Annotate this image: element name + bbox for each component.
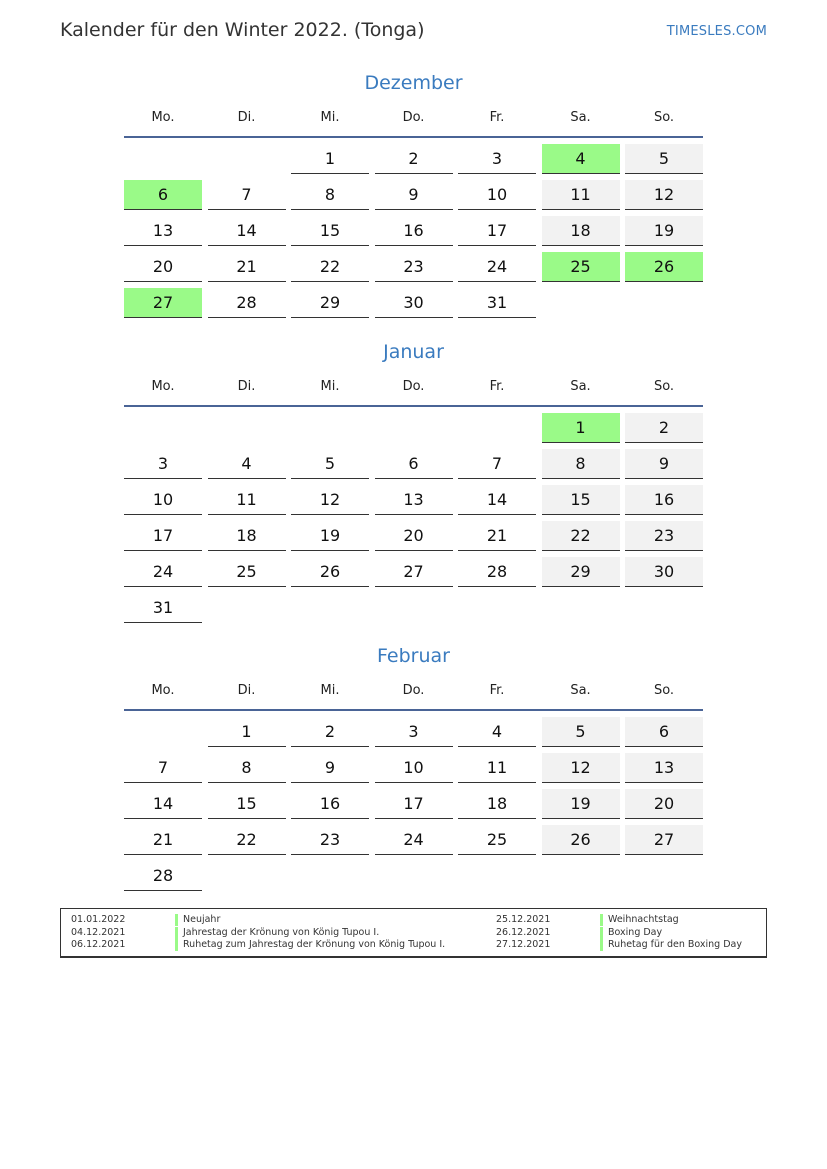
day-cell: 3 <box>375 717 453 747</box>
day-cell: 7 <box>208 180 286 210</box>
brand-link[interactable]: TIMESLES.COM <box>666 24 767 39</box>
day-cell: 26 <box>291 557 369 587</box>
day-cell: 2 <box>291 717 369 747</box>
holiday-day-cell: 1 <box>542 413 620 443</box>
day-cell: 20 <box>625 789 703 819</box>
day-cell: 12 <box>542 753 620 783</box>
day-cell: 31 <box>458 288 536 318</box>
weekday-header: So. <box>653 379 675 394</box>
weekday-header: Mo. <box>151 379 175 394</box>
day-cell: 28 <box>458 557 536 587</box>
month-dezember <box>0 70 827 370</box>
day-cell: 16 <box>375 216 453 246</box>
legend-holiday-name: Jahrestag der Krönung von König Tupou I. <box>175 927 379 939</box>
day-cell: 13 <box>625 753 703 783</box>
weekday-header: Fr. <box>489 110 505 125</box>
weekday-header: Do. <box>402 379 425 394</box>
day-cell: 3 <box>124 449 202 479</box>
day-cell: 28 <box>208 288 286 318</box>
header-divider <box>124 405 703 407</box>
holiday-day-cell: 25 <box>542 252 620 282</box>
day-cell: 14 <box>124 789 202 819</box>
day-cell: 24 <box>458 252 536 282</box>
month-title: Dezember <box>364 72 463 94</box>
holiday-day-cell: 26 <box>625 252 703 282</box>
day-cell: 7 <box>124 753 202 783</box>
page-title: Kalender für den Winter 2022. (Tonga) <box>60 19 425 41</box>
day-cell: 24 <box>375 825 453 855</box>
day-cell: 12 <box>625 180 703 210</box>
weekday-header: Mo. <box>151 110 175 125</box>
day-cell: 11 <box>458 753 536 783</box>
day-cell: 16 <box>625 485 703 515</box>
day-cell: 2 <box>375 144 453 174</box>
day-cell: 4 <box>208 449 286 479</box>
day-cell: 5 <box>291 449 369 479</box>
day-cell: 5 <box>542 717 620 747</box>
day-cell: 9 <box>375 180 453 210</box>
day-cell: 11 <box>208 485 286 515</box>
day-cell: 23 <box>291 825 369 855</box>
holiday-day-cell: 27 <box>124 288 202 318</box>
legend-date: 25.12.2021 <box>496 914 551 925</box>
day-cell: 16 <box>291 789 369 819</box>
day-cell: 21 <box>124 825 202 855</box>
legend-holiday-name: Boxing Day <box>600 927 662 939</box>
day-cell: 26 <box>542 825 620 855</box>
day-cell: 6 <box>375 449 453 479</box>
day-cell: 17 <box>124 521 202 551</box>
day-cell: 21 <box>208 252 286 282</box>
weekday-header: Di. <box>237 683 256 698</box>
day-cell: 10 <box>458 180 536 210</box>
day-cell: 7 <box>458 449 536 479</box>
weekday-header: Fr. <box>489 683 505 698</box>
day-cell: 20 <box>124 252 202 282</box>
day-cell: 9 <box>625 449 703 479</box>
day-cell: 28 <box>124 861 202 891</box>
legend-date: 26.12.2021 <box>496 926 551 938</box>
day-cell: 19 <box>625 216 703 246</box>
legend-holiday-name: Ruhetag für den Boxing Day <box>600 939 742 951</box>
month-title: Februar <box>377 645 450 667</box>
month-title: Januar <box>383 341 444 363</box>
day-cell: 29 <box>542 557 620 587</box>
weekday-header: Mi. <box>320 110 340 125</box>
day-cell: 10 <box>375 753 453 783</box>
day-cell: 10 <box>124 485 202 515</box>
day-cell: 18 <box>542 216 620 246</box>
day-cell: 15 <box>208 789 286 819</box>
header-divider <box>124 136 703 138</box>
day-cell: 19 <box>291 521 369 551</box>
day-cell: 21 <box>458 521 536 551</box>
day-cell: 23 <box>625 521 703 551</box>
day-cell: 13 <box>124 216 202 246</box>
weekday-header: Mi. <box>320 683 340 698</box>
day-cell: 11 <box>542 180 620 210</box>
day-cell: 31 <box>124 593 202 623</box>
day-cell: 8 <box>291 180 369 210</box>
day-cell: 18 <box>208 521 286 551</box>
weekday-header: Di. <box>237 110 256 125</box>
header-divider <box>124 709 703 711</box>
day-cell: 1 <box>208 717 286 747</box>
holiday-legend <box>60 908 767 958</box>
day-cell: 30 <box>625 557 703 587</box>
day-cell: 18 <box>458 789 536 819</box>
holiday-day-cell: 6 <box>124 180 202 210</box>
weekday-header: Sa. <box>570 110 591 125</box>
day-cell: 1 <box>291 144 369 174</box>
legend-date: 01.01.2022 <box>71 914 126 925</box>
day-cell: 4 <box>458 717 536 747</box>
day-cell: 14 <box>458 485 536 515</box>
day-cell: 14 <box>208 216 286 246</box>
day-cell: 23 <box>375 252 453 282</box>
day-cell: 30 <box>375 288 453 318</box>
month-februar <box>0 643 827 943</box>
day-cell: 25 <box>208 557 286 587</box>
day-cell: 22 <box>208 825 286 855</box>
day-cell: 8 <box>542 449 620 479</box>
weekday-header: Do. <box>402 110 425 125</box>
day-cell: 25 <box>458 825 536 855</box>
day-cell: 12 <box>291 485 369 515</box>
weekday-header: Sa. <box>570 379 591 394</box>
day-cell: 24 <box>124 557 202 587</box>
holiday-day-cell: 4 <box>542 144 620 174</box>
day-cell: 22 <box>291 252 369 282</box>
weekday-header: Mo. <box>151 683 175 698</box>
day-cell: 19 <box>542 789 620 819</box>
legend-holiday-name: Weihnachtstag <box>600 914 679 926</box>
month-januar <box>0 339 827 639</box>
weekday-header: Mi. <box>320 379 340 394</box>
day-cell: 22 <box>542 521 620 551</box>
day-cell: 15 <box>542 485 620 515</box>
day-cell: 15 <box>291 216 369 246</box>
legend-date: 06.12.2021 <box>71 939 126 950</box>
legend-holiday-name: Ruhetag zum Jahrestag der Krönung von König Tupou I. <box>175 939 445 951</box>
day-cell: 17 <box>458 216 536 246</box>
day-cell: 27 <box>625 825 703 855</box>
day-cell: 17 <box>375 789 453 819</box>
weekday-header: So. <box>653 110 675 125</box>
weekday-header: Fr. <box>489 379 505 394</box>
weekday-header: Sa. <box>570 683 591 698</box>
day-cell: 20 <box>375 521 453 551</box>
day-cell: 5 <box>625 144 703 174</box>
day-cell: 27 <box>375 557 453 587</box>
legend-holiday-name: Neujahr <box>175 914 220 926</box>
weekday-header: Di. <box>237 379 256 394</box>
day-cell: 6 <box>625 717 703 747</box>
day-cell: 3 <box>458 144 536 174</box>
legend-date: 04.12.2021 <box>71 926 126 938</box>
legend-date: 27.12.2021 <box>496 939 551 950</box>
weekday-header: So. <box>653 683 675 698</box>
day-cell: 13 <box>375 485 453 515</box>
day-cell: 8 <box>208 753 286 783</box>
day-cell: 9 <box>291 753 369 783</box>
weekday-header: Do. <box>402 683 425 698</box>
day-cell: 29 <box>291 288 369 318</box>
day-cell: 2 <box>625 413 703 443</box>
